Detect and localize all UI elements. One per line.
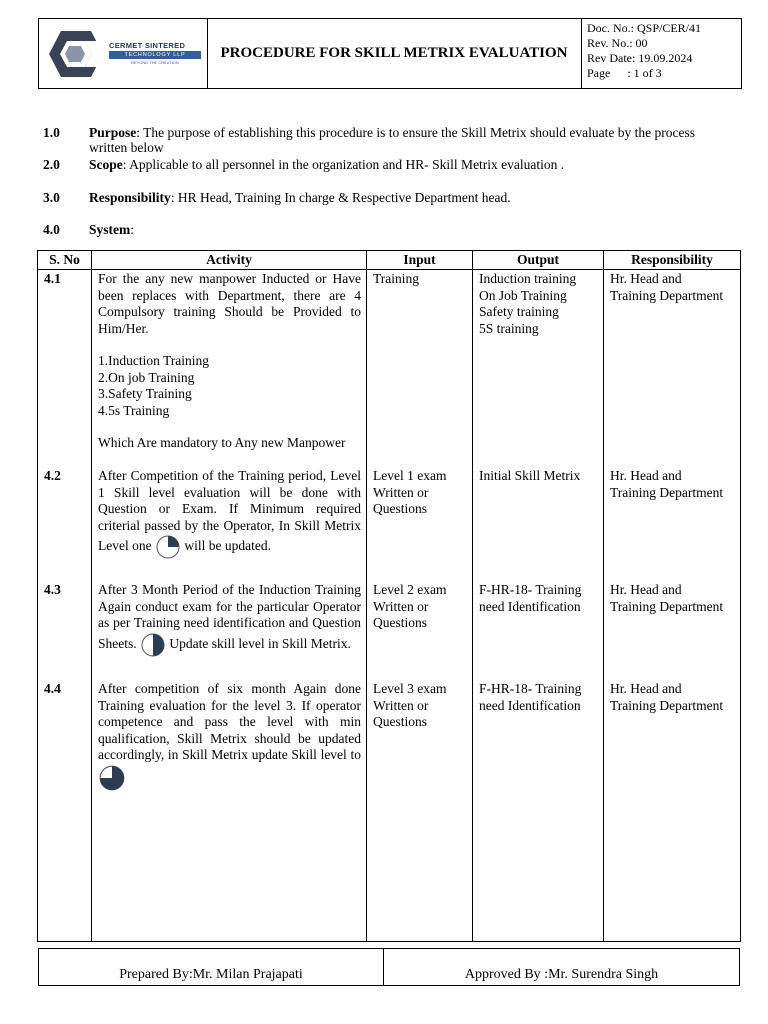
header-output: Output (516, 252, 560, 267)
input-line: Questions (373, 714, 427, 729)
document-title: PROCEDURE FOR SKILL METRIX EVALUATION (207, 19, 582, 88)
logo-cell (39, 19, 208, 88)
responsibility-line: Hr. Head and (610, 271, 682, 286)
responsibility-line: Hr. Head and (610, 468, 682, 483)
skill-level-2-icon (140, 632, 166, 658)
company-logo-icon (47, 29, 105, 79)
activity-cell (98, 681, 361, 792)
procedure-table (37, 250, 741, 942)
section-text: : (130, 222, 135, 237)
list-item: 2.On job Training (98, 369, 195, 385)
section-purpose (43, 125, 733, 157)
activity-text: After competition of six month Again done Training evaluation for the level 3. If operator competence and pass the level with min qualification, Skill Metrix should be updated accordingly, in Skill Metrix update Skill level to (98, 681, 361, 762)
input-line: Questions (373, 615, 427, 630)
section-number: 1.0 (43, 125, 60, 140)
activity-text-end: will be updated. (184, 538, 271, 554)
logo-band: TECHNOLOGY LLP (109, 51, 201, 59)
input-line: Level 1 exam (373, 468, 447, 483)
logo-brand: CERMET SINTERED (109, 41, 186, 50)
output-line: On Job Training (479, 287, 567, 303)
page-label: Page (587, 66, 611, 80)
section-scope (43, 157, 733, 173)
section-system (43, 222, 733, 238)
responsibility-line: Training Department (610, 697, 724, 713)
skill-level-1-icon (155, 534, 181, 560)
list-item: 1.Induction Training (98, 353, 210, 368)
section-heading: Scope (89, 157, 123, 172)
responsibility-cell (610, 271, 723, 304)
activity-cell (98, 271, 361, 452)
responsibility-cell (610, 582, 723, 615)
input-cell (373, 468, 446, 518)
section-heading: Responsibility (89, 190, 171, 205)
header-activity: Activity (206, 252, 252, 267)
output-cell (479, 582, 581, 615)
activity-text: For the any new manpower Inducted or Have been replaces with Department, there are 4 Compulsory training Should be Provided to Him/Her. (98, 271, 361, 336)
responsibility-line: Hr. Head and (610, 681, 682, 696)
header-input: Input (403, 252, 436, 267)
section-number: 3.0 (43, 190, 60, 205)
signature-footer (38, 948, 740, 986)
output-line: Induction training (479, 271, 577, 286)
logo-text (109, 41, 201, 65)
output-line: Safety training (479, 304, 559, 319)
prepared-by: Prepared By:Mr. Milan Prajapati (119, 967, 303, 982)
input-line: Written or (373, 598, 429, 614)
responsibility-line: Training Department (610, 287, 724, 303)
activity-text-end: Update skill level in Skill Metrix. (169, 635, 351, 651)
activity-text: After 3 Month Period of the Induction Training Again conduct exam for the particular Operator as per Training need identification and Question Sheets. (98, 582, 361, 651)
input-line: Written or (373, 484, 429, 500)
output-cell (479, 468, 580, 485)
header-sno: S. No (49, 252, 80, 267)
page-value: : 1 of 3 (627, 66, 662, 80)
output-line: need Identification (479, 697, 581, 713)
activity-cell (98, 582, 361, 658)
doc-info (582, 19, 742, 88)
input-line: Training (373, 271, 420, 286)
output-line: need Identification (479, 598, 581, 614)
input-cell (373, 582, 446, 632)
input-line: Level 2 exam (373, 582, 447, 597)
responsibility-line: Training Department (610, 484, 724, 500)
activity-cell (98, 468, 361, 560)
logo-tagline: BEYOND THE CREATION (131, 60, 179, 65)
section-number: 4.0 (43, 222, 60, 237)
output-line: F-HR-18- Training (479, 681, 582, 696)
output-line: F-HR-18- Training (479, 582, 582, 597)
section-heading: System (89, 222, 131, 237)
rev-number: Rev. No.: 00 (587, 36, 648, 50)
row-number: 4.3 (44, 582, 61, 597)
section-text: : The purpose of establishing this procedure is to ensure the Skill Metrix should evaluate by the process written below (89, 125, 696, 155)
input-cell (373, 271, 419, 288)
output-cell (479, 271, 576, 337)
document-header (38, 18, 742, 89)
row-number: 4.1 (44, 271, 61, 286)
input-line: Written or (373, 697, 429, 713)
responsibility-line: Training Department (610, 598, 724, 614)
skill-level-3-icon (98, 764, 126, 792)
activity-text: After Competition of the Training period, Level 1 Skill level evaluation will be done with Question or Exam. If Minimum required criterial passed by the Operator, In Skill Metrix Level one (98, 468, 361, 554)
approved-by: Approved By :Mr. Surendra Singh (464, 967, 659, 982)
page-info (587, 66, 742, 81)
list-item: 3.Safety Training (98, 386, 192, 401)
input-line: Questions (373, 501, 427, 516)
output-line: Initial Skill Metrix (479, 468, 581, 483)
section-responsibility (43, 190, 733, 206)
section-number: 2.0 (43, 157, 60, 172)
rev-date: Rev Date: 19.09.2024 (587, 51, 693, 65)
header-responsibility: Responsibility (631, 252, 713, 267)
list-item: 4.5s Training (98, 402, 170, 418)
row-number: 4.2 (44, 468, 61, 483)
section-heading: Purpose (89, 125, 137, 140)
input-cell (373, 681, 446, 731)
section-text: : Applicable to all personnel in the organization and HR- Skill Metrix evaluation . (122, 157, 565, 172)
doc-number: Doc. No.: QSP/CER/41 (587, 21, 702, 35)
section-text: : HR Head, Training In charge & Respective Department head. (170, 190, 511, 205)
activity-note: Which Are mandatory to Any new Manpower (98, 435, 346, 450)
responsibility-cell (610, 468, 723, 501)
responsibility-line: Hr. Head and (610, 582, 682, 597)
output-cell (479, 681, 581, 714)
row-number: 4.4 (44, 681, 61, 696)
output-line: 5S training (479, 320, 539, 336)
input-line: Level 3 exam (373, 681, 447, 696)
responsibility-cell (610, 681, 723, 714)
